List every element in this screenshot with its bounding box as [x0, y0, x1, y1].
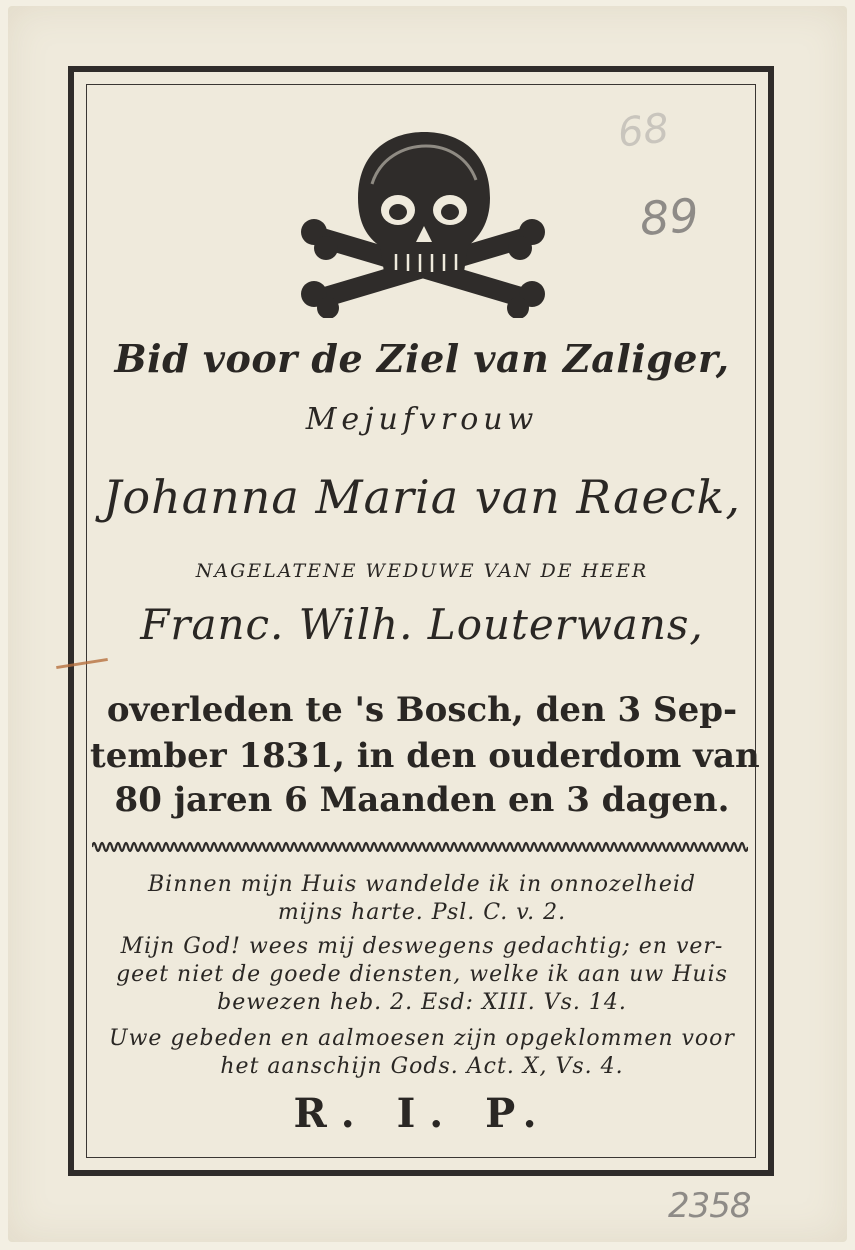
skull-and-crossbones-icon — [300, 128, 546, 318]
verse-esdras-line-3: bewezen heb. 2. Esd: XIII. Vs. 14. — [217, 990, 627, 1015]
death-notice-line-1: overleden te 's Bosch, den 3 Sep- — [106, 690, 738, 730]
deceased-name: Johanna Maria van Raeck, — [102, 470, 741, 524]
pencil-mark-bottom: 2358 — [668, 1186, 751, 1226]
pencil-mark-faint: 68 — [615, 105, 672, 157]
death-notice-line-3: 80 jaren 6 Maanden en 3 dagen. — [114, 780, 730, 820]
verse-esdras-line-2: geet niet de goede diensten, welke ik aan uw Huis — [116, 962, 728, 987]
title-mejufvrouw: Mejufvrouw — [305, 402, 539, 437]
verse-acts-line-2: het aanschijn Gods. Act. X, Vs. 4. — [220, 1054, 624, 1079]
verse-psalm-line-2: mijns harte. Psl. C. v. 2. — [277, 900, 567, 925]
verse-esdras-line-1: Mijn God! wees mij deswegens gedachtig; en ver- — [120, 934, 724, 959]
husband-name: Franc. Wilh. Louterwans, — [140, 600, 704, 649]
death-notice-line-2: tember 1831, in den ouderdom van — [90, 736, 760, 776]
widow-of-line: NAGELATENE WEDUWE VAN DE HEER — [195, 560, 649, 582]
wavy-divider — [92, 836, 748, 858]
verse-psalm-line-1: Binnen mijn Huis wandelde ik in onnozelheid — [148, 872, 696, 897]
prayer-heading: Bid voor de Ziel van Zaliger, — [114, 336, 730, 381]
rip-closing: R. I. P. — [293, 1090, 551, 1137]
verse-acts-line-1: Uwe gebeden en aalmoesen zijn opgeklommen voor — [109, 1026, 735, 1051]
pencil-mark-top: 89 — [638, 188, 701, 246]
